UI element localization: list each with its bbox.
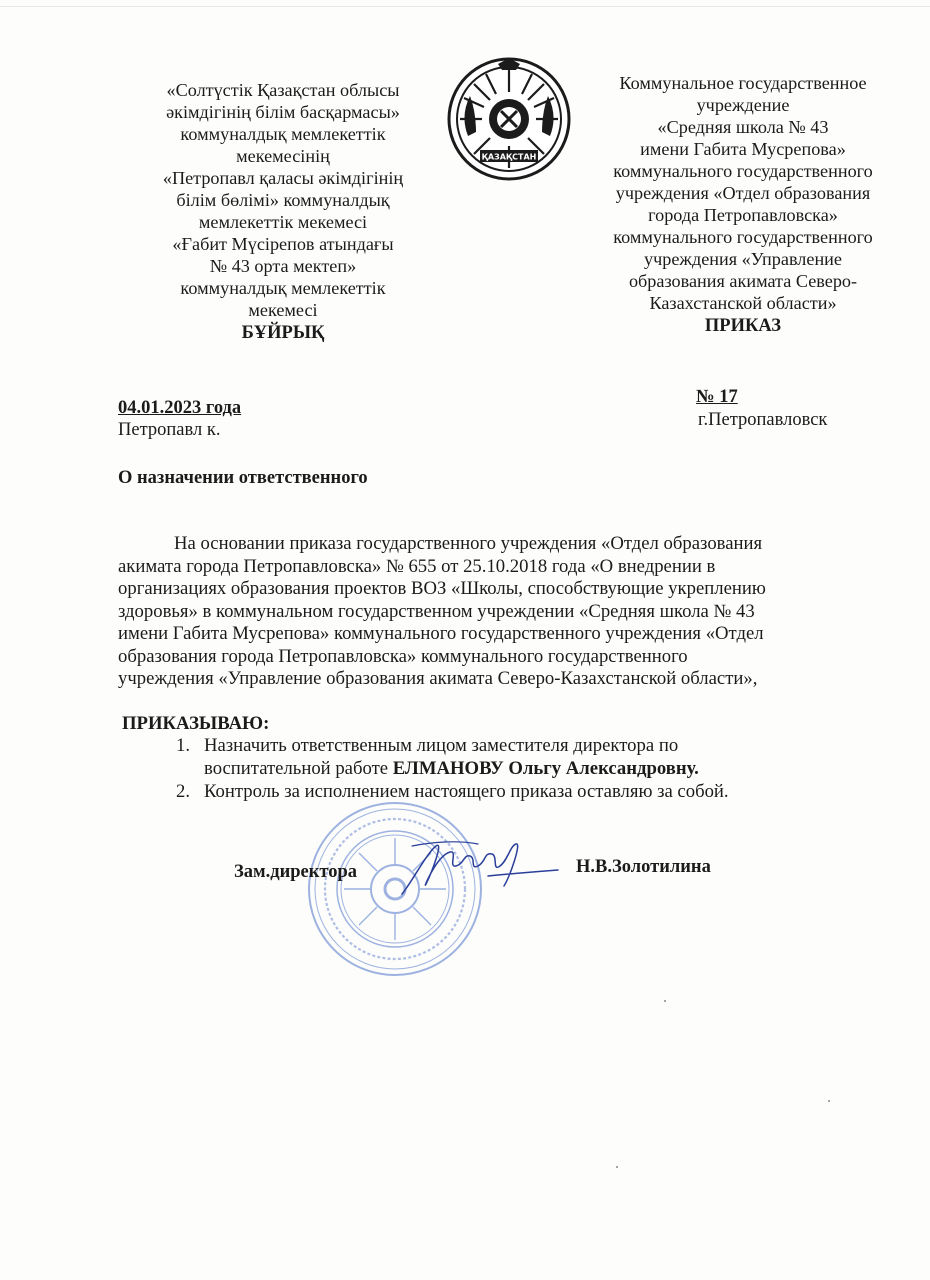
header-left-line: № 43 орта мектеп» [209,256,357,276]
header-left-line: мекемесі [248,300,318,320]
header-left-line: мекемесінің [236,146,330,166]
emblem-inscription: ҚАЗАҚСТАН [481,152,537,162]
header-left-kz [118,79,448,344]
header-left-line: білім бөлімі» коммуналдық [176,190,390,210]
header-left-line: коммуналдық мемлекеттік [180,124,386,144]
body-line: здоровья» в коммунальном государственном учреждении «Средняя школа № 43 [118,600,755,622]
item-text-line-prefix: воспитательной работе [204,757,393,779]
header-left-line: әкімдігінің білім басқармасы» [166,102,400,122]
header-right-line: коммунального государственного [613,161,873,181]
item-text [204,735,699,780]
header-right-line: учреждение [696,95,790,115]
header-left-line: «Ғабит Мүсірепов атындағы [172,234,394,254]
order-directive: ПРИКАЗЫВАЮ: [122,713,270,734]
scan-speck [616,1166,618,1168]
item-text-line: Назначить ответственным лицом заместителя директора по [204,735,679,756]
order-subject: О назначении ответственного [118,468,368,488]
scan-speck [664,1000,666,1002]
header-right-ru [575,72,911,337]
header-right-line: Казахстанской области» [649,293,837,313]
header-right-line: Коммунальное государственное [619,73,867,93]
signatory-title: Зам.директора [234,862,358,882]
order-body [118,533,878,691]
doc-type-kz: БҰЙРЫҚ [241,323,325,343]
body-line: организациях образования проектов ВОЗ «Школы, способствующие укреплению [118,578,766,599]
header-right-line: учреждения «Отдел образования [615,183,871,203]
header-left-line: коммуналдық мемлекеттік [180,278,386,298]
place-kz: Петропавл к. [118,420,221,440]
header-right-line: учреждения «Управление [644,249,842,269]
body-line: акимата города Петропавловска» № 655 от 25.10.2018 года «О внедрении в [118,555,716,577]
signatory-name: Н.В.Золотилина [576,857,711,877]
doc-type-ru: ПРИКАЗ [704,316,782,336]
header-right-line: «Средняя школа № 43 [657,117,829,137]
item-text-line: Контроль за исполнением настоящего приказа оставляю за собой. [204,781,729,802]
header-right-line: города Петропавловска» [648,205,838,225]
header-left-line: «Петропавл қаласы әкімдігінің [162,168,404,188]
list-item [176,735,729,780]
scan-edge-line [0,6,930,7]
header-right-line: образования акимата Северо- [628,271,858,291]
order-number: № 17 [696,387,738,407]
kazakhstan-state-emblem-icon [446,56,572,182]
body-line: учреждения «Управление образования акимата Северо-Казахстанской области», [118,668,758,689]
body-line: На основании приказа государственного учреждения «Отдел образования [174,533,763,554]
body-line: имени Габита Мусрепова» коммунального государственного учреждения «Отдел [118,623,764,644]
header-left-line: «Солтүстік Қазақстан облысы [166,80,400,100]
handwritten-signature-icon [392,832,562,902]
place-ru: г.Петропавловск [698,410,828,430]
appointee-name: ЕЛМАНОВУ Ольгу Александровну. [392,757,699,779]
order-items [176,735,729,804]
scan-speck [828,1100,830,1102]
item-number: 1. [176,735,191,756]
header-right-line: коммунального государственного [613,227,873,247]
item-number: 2. [176,781,191,802]
header-left-line: мемлекеттік мекемесі [198,212,368,232]
body-line: образования города Петропавловска» коммунального государственного [118,645,688,667]
order-date: 04.01.2023 года [118,398,242,418]
header-right-line: имени Габита Мусрепова» [640,139,846,159]
